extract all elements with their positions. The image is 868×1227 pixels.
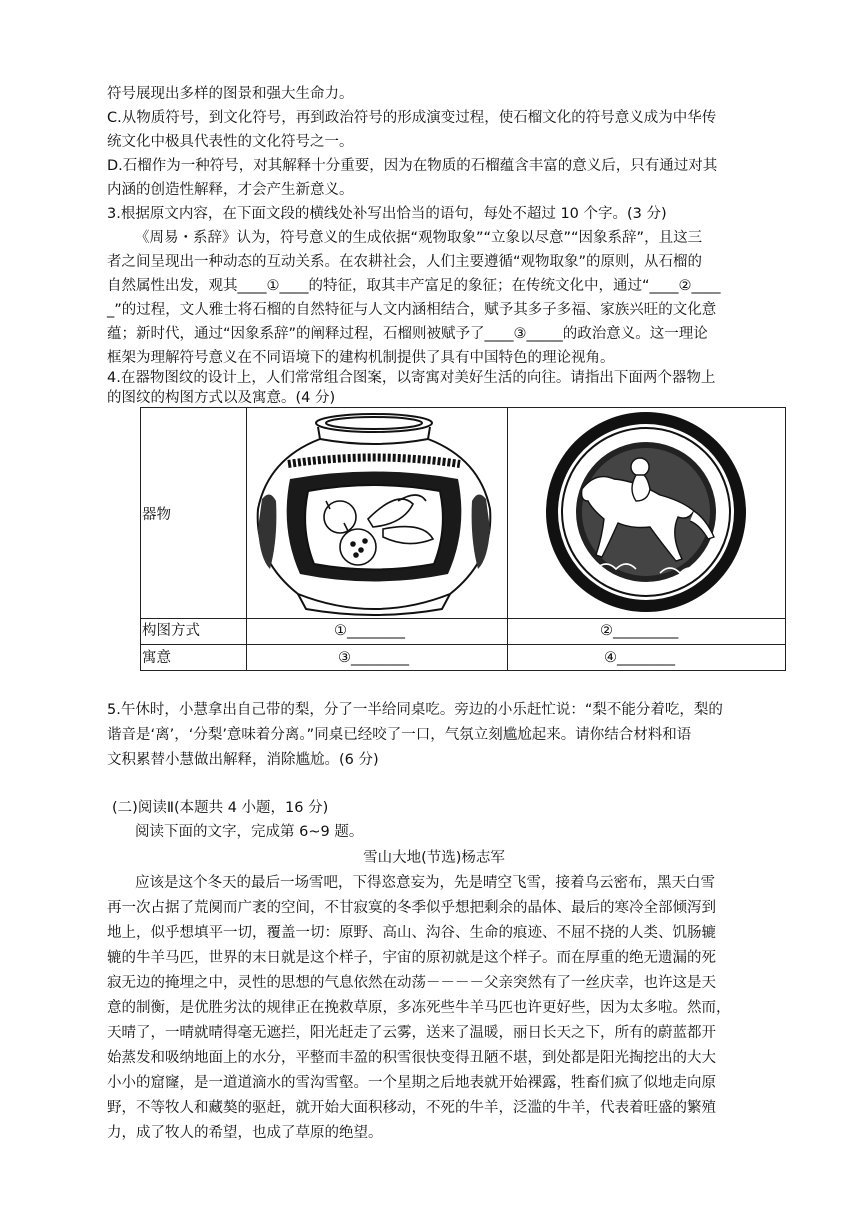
article-line: 意的制衡，是优胜劣汰的规律正在挽救草原，多冻死些牛羊马匹也许更好些，因为太多啦。然而， [107,1000,731,1016]
question-3-prompt: 3.根据原文内容，在下面文段的横线处补写出恰当的语句，每处不超过 10 个字。(3 分) [107,206,667,222]
article-line: 寂无边的掩埋之中，灵性的思想的气息依然在动荡－－－－父亲突然有了一丝庆幸，也许这是天 [107,975,716,991]
article-line: 野，不等牧人和藏獒的驱赶，就开始大面积移动，不死的牛羊，泛滥的牛羊，代表着旺盛的繁殖 [107,1100,716,1116]
table-border [140,670,786,671]
table-border [140,407,786,408]
question-4-prompt: 4.在器物图纹的设计上，人们常常组合图案，以寄寓对美好生活的向往。请指出下面两个器物上 [107,370,716,386]
article-line: 始蒸发和吸纳地面上的水分，平整而丰盈的积雪很快变得丑陋不堪，到处都是阳光掏挖出的大大 [107,1050,716,1066]
row-label-artifact: 器物 [142,507,171,523]
question-4-prompt: 的图纹的构图方式以及寓意。(4 分) [107,390,336,406]
question-3-passage-line: 者之间呈现出一种动态的互动关系。在农耕社会，人们主要遵循“观物取象”的原则，从石榴的 [107,254,703,270]
article-line: 力，成了牧人的希望，也成了草原的绝望。 [107,1125,383,1141]
table-border [140,407,141,671]
row-label-meaning: 寓意 [142,650,171,666]
article-line: 天晴了，一晴就晴得毫无遮拦，阳光赶走了云雾，送来了温暖，丽日长天之下，所有的蔚蓝都开 [107,1025,716,1041]
table-divider [140,644,786,645]
table-divider [507,407,508,671]
answer-blank-1: ①________ [334,623,405,639]
article-line: 再一次占据了荒阒而广袤的空间，不甘寂寞的冬季似乎想把剩余的晶体、最后的寒冷全部倾泻到 [107,900,716,916]
answer-blank-2: ②_________ [600,623,679,639]
article-title: 雪山大地(节选)杨志军 [363,850,505,866]
question-3-passage-line: 《周易・系辞》认为，符号意义的生成依据“观物取象”“立象以尽意”“因象系辞”，且这三 [135,230,703,246]
option-d-line-1: D.石榴作为一种符号，对其解释十分重要，因为在物质的石榴蕴含丰富的意义后，只有通过对其 [107,158,718,174]
text-line: 符号展现出多样的图景和强大生命力。 [107,86,354,102]
option-d-line-2: 内涵的创造性解释，才会产生新意义。 [107,182,354,198]
article-line: 辘的牛羊马匹，世界的末日就是这个样子，宇宙的原初就是这个样子。而在厚重的绝无遗漏的死 [107,950,716,966]
jar-illustration [248,409,504,617]
question-3-passage-line: 自然属性出发，观其____①____的特征，取其丰产富足的象征；在传统文化中，通过“____②____ [107,278,721,294]
reading-instruction: 阅读下面的文字，完成第 6~9 题。 [135,824,364,840]
question-3-passage-line: 蕴；新时代，通过“因象系辞”的阐释过程，石榴则被赋予了____③_____的政治意义。这一理论 [107,326,708,342]
answer-blank-4: ④________ [604,650,675,666]
question-5-line: 谐音是‘离’，‘分梨’意味着分离。”同桌已经咬了一口，气氛立刻尴尬起来。请你结合材料和语 [107,727,692,743]
plate-horse-monkey-illustration [510,409,782,617]
option-c-line-1: C.从物质符号，到文化符号，再到政治符号的形成演变过程，使石榴文化的符号意义成为中华传 [107,110,717,126]
answer-blank-3: ③________ [338,650,409,666]
table-border [785,407,786,671]
question-5-line: 文积累替小慧做出解释，消除尴尬。(6 分) [107,752,379,768]
article-line: 地上，似乎想填平一切，覆盖一切：原野、高山、沟谷、生命的痕迹、不屈不挠的人类、饥肠辘 [107,925,716,941]
question-3-passage-line: _”的过程，文人雅士将石榴的自然特征与人文内涵相结合，赋予其多子多福、家族兴旺的文化意 [107,302,717,318]
article-line: 小小的窟窿，是一道道滴水的雪沟雪壑。一个星期之后地表就开始裸露，牲畜们疯了似地走向原 [107,1075,716,1091]
question-3-passage-line: 框架为理解符号意义在不同语境下的建构机制提供了具有中国特色的理论视角。 [107,350,615,366]
question-5-line: 5.午休时，小慧拿出自己带的梨，分了一半给同桌吃。旁边的小乐赶忙说：“梨不能分着吃，梨的 [107,702,723,718]
section-heading: (二)阅读Ⅱ(本题共 4 小题，16 分) [112,800,329,816]
option-c-line-2: 统文化中极具代表性的文化符号之一。 [107,134,354,150]
table-divider [140,618,786,619]
table-divider [246,407,247,671]
article-line: 应该是这个冬天的最后一场雪吧，下得恣意妄为，先是晴空飞雪，接着乌云密布，黑天白雪 [135,875,715,891]
row-label-composition: 构图方式 [142,623,200,639]
